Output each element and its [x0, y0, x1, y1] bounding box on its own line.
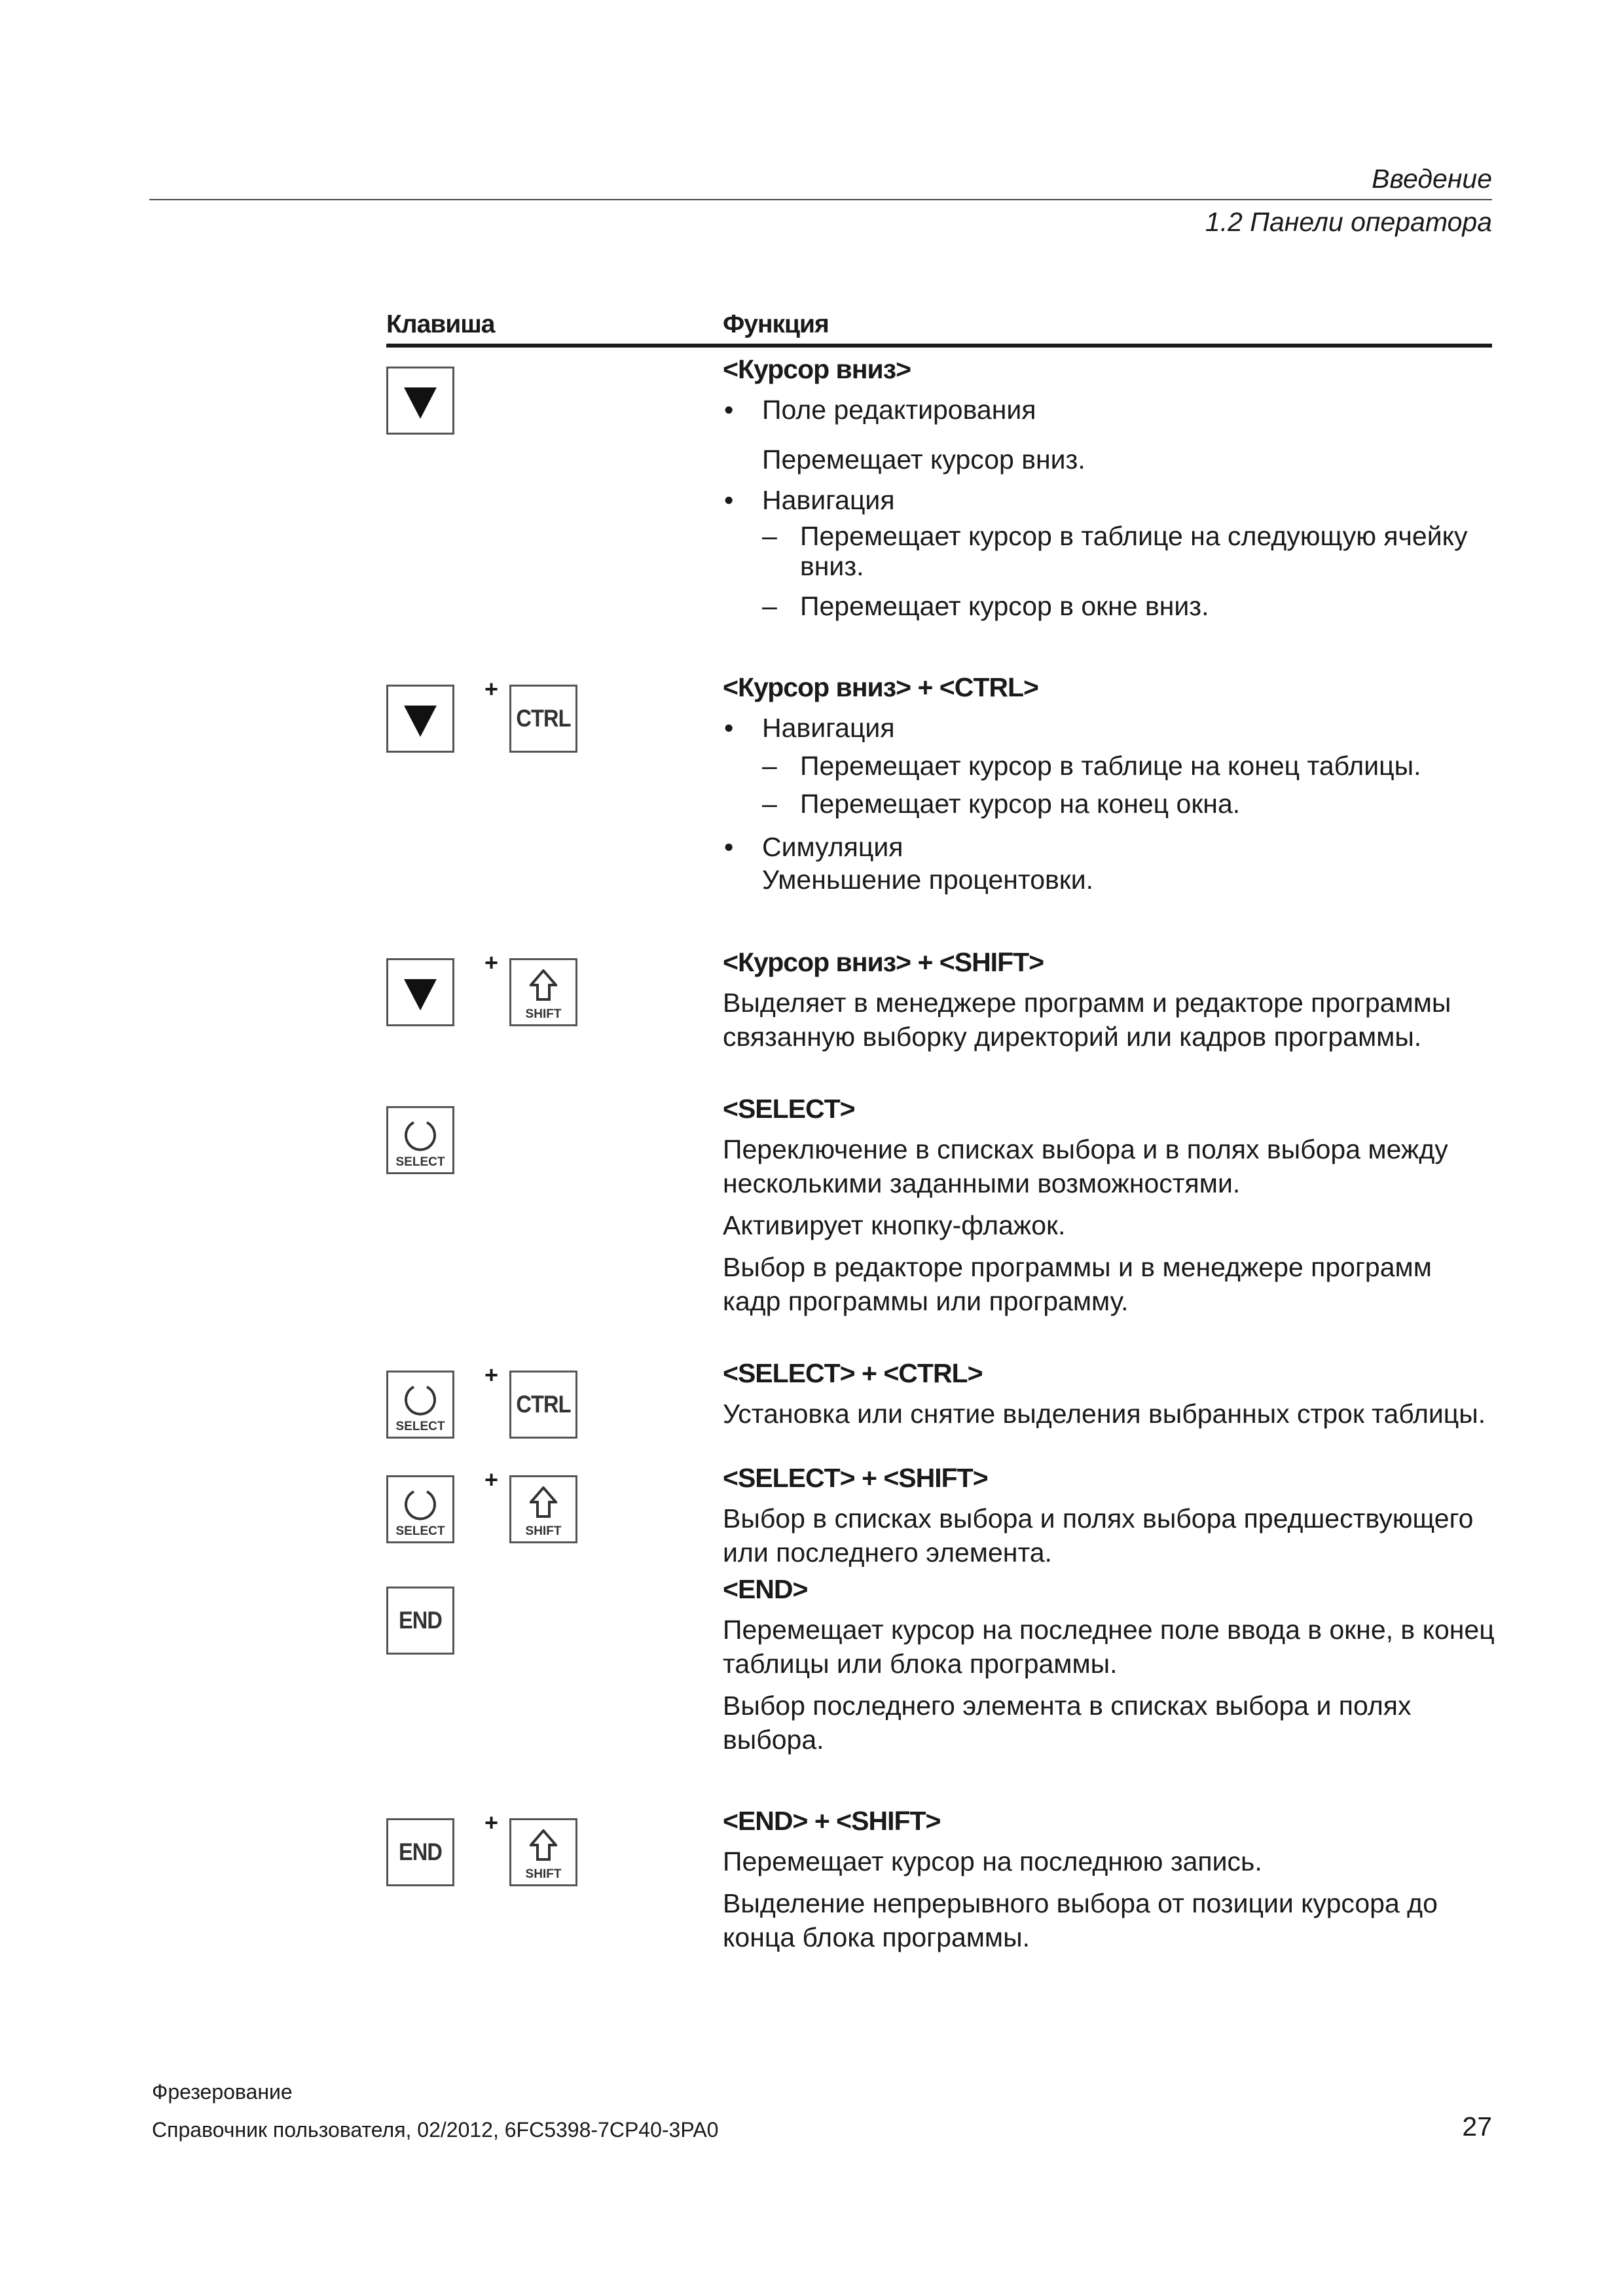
plus-sign: +	[484, 1466, 499, 1493]
shift-key	[509, 1475, 577, 1543]
paragraph: Переключение в списках выбора и в полях выбора между несколькими заданными возможностями.	[723, 1134, 1448, 1198]
list-item: – Перемещает курсор на конец окна.	[723, 787, 1495, 821]
paragraph: Перемещает курсор на последнее поле ввода в окне, в конец таблицы или блока программы.	[723, 1615, 1495, 1679]
select-circle-icon	[402, 1382, 439, 1418]
plus-sign: +	[484, 1361, 499, 1388]
select-key	[386, 1371, 454, 1439]
row-title: <SELECT>	[723, 1094, 855, 1124]
header-section: 1.2 Панели оператора	[1205, 207, 1492, 237]
shift-key	[509, 958, 577, 1026]
row-title: <SELECT> + <SHIFT>	[723, 1463, 988, 1493]
ctrl-key-label: CTRL	[516, 705, 571, 732]
down-arrow-icon	[404, 387, 437, 419]
footer-reference: Справочник пользователя, 02/2012, 6FC5398-7CP40-3PA0	[152, 2118, 719, 2142]
row-title: <END> + <SHIFT>	[723, 1806, 941, 1836]
paragraph: Выделяет в менеджере программ и редакторе программы связанную выборку директорий или кадров программы.	[723, 988, 1451, 1052]
down-arrow-icon	[404, 706, 437, 737]
list-item: • Симуляция	[723, 830, 1495, 864]
paragraph: Активирует кнопку-флажок.	[723, 1210, 1066, 1240]
table-header-rule	[386, 344, 1492, 348]
row-title: <Курсор вниз>	[723, 354, 911, 384]
paragraph: Перемещает курсор на последнюю запись.	[723, 1846, 1262, 1876]
row-title: <Курсор вниз> + <SHIFT>	[723, 947, 1044, 977]
list-item: • Навигация	[723, 711, 1495, 745]
list-item: – Перемещает курсор в таблице на конец таблицы.	[723, 749, 1495, 783]
footer-title: Фрезерование	[152, 2080, 293, 2104]
down-arrow-icon	[404, 979, 437, 1011]
select-key	[386, 1106, 454, 1174]
row-title: <END>	[723, 1574, 808, 1604]
shift-key-label: SHIFT	[525, 1867, 562, 1881]
plus-sign: +	[484, 675, 499, 702]
row-end	[723, 1572, 1495, 1757]
shift-key	[509, 1818, 577, 1886]
ctrl-key	[509, 1371, 577, 1439]
end-key-label: END	[398, 1607, 443, 1634]
ctrl-key	[509, 685, 577, 753]
row-title: <Курсор вниз> + <CTRL>	[723, 672, 1038, 702]
select-key-label: SELECT	[395, 1524, 445, 1538]
row-select-ctrl	[723, 1356, 1495, 1431]
paragraph: Выбор в редакторе программы и в менеджере программ кадр программы или программу.	[723, 1252, 1432, 1316]
end-key	[386, 1818, 454, 1886]
row-cursor-down-shift	[723, 945, 1495, 1054]
header-rule	[149, 199, 1492, 200]
column-heading-key: Клавиша	[386, 310, 495, 338]
paragraph: Выбор в списках выбора и полях выбора предшествующего или последнего элемента.	[723, 1503, 1474, 1568]
cursor-down-key	[386, 958, 454, 1026]
row-select-shift	[723, 1461, 1495, 1570]
select-key-label: SELECT	[395, 1420, 445, 1433]
ctrl-key-label: CTRL	[516, 1391, 571, 1418]
select-circle-icon	[402, 1486, 439, 1523]
row-title: <SELECT> + <CTRL>	[723, 1358, 983, 1388]
shift-arrow-icon	[530, 1486, 557, 1519]
row-end-shift	[723, 1804, 1495, 1954]
select-circle-icon	[402, 1117, 439, 1154]
list-item: Уменьшение процентовки.	[762, 865, 1094, 895]
cursor-down-key	[386, 685, 454, 753]
shift-arrow-icon	[530, 969, 557, 1002]
end-key	[386, 1587, 454, 1655]
list-item: • Поле редактирования	[723, 393, 1495, 427]
cursor-down-key	[386, 367, 454, 435]
paragraph: Установка или снятие выделения выбранных строк таблицы.	[723, 1399, 1486, 1429]
end-key-label: END	[398, 1839, 443, 1865]
column-heading-function: Функция	[723, 310, 829, 338]
list-item: Перемещает курсор вниз.	[762, 444, 1085, 475]
plus-sign: +	[484, 1809, 499, 1836]
select-key-label: SELECT	[395, 1155, 445, 1169]
paragraph: Выбор последнего элемента в списках выбора и полях выбора.	[723, 1691, 1412, 1755]
header-chapter: Введение	[1372, 164, 1492, 194]
row-cursor-down-ctrl	[723, 670, 1495, 897]
select-key	[386, 1475, 454, 1543]
row-select	[723, 1092, 1495, 1318]
list-item: • Навигация	[723, 483, 1495, 517]
list-item: – Перемещает курсор в таблице на следующую ячейку вниз.	[723, 521, 1495, 581]
shift-key-label: SHIFT	[525, 1524, 562, 1538]
shift-arrow-icon	[530, 1829, 557, 1862]
plus-sign: +	[484, 949, 499, 976]
shift-key-label: SHIFT	[525, 1007, 562, 1021]
paragraph: Выделение непрерывного выбора от позиции курсора до конца блока программы.	[723, 1888, 1438, 1952]
row-cursor-down	[723, 352, 1495, 623]
page-number: 27	[1462, 2111, 1492, 2142]
list-item: – Перемещает курсор в окне вниз.	[723, 589, 1495, 623]
